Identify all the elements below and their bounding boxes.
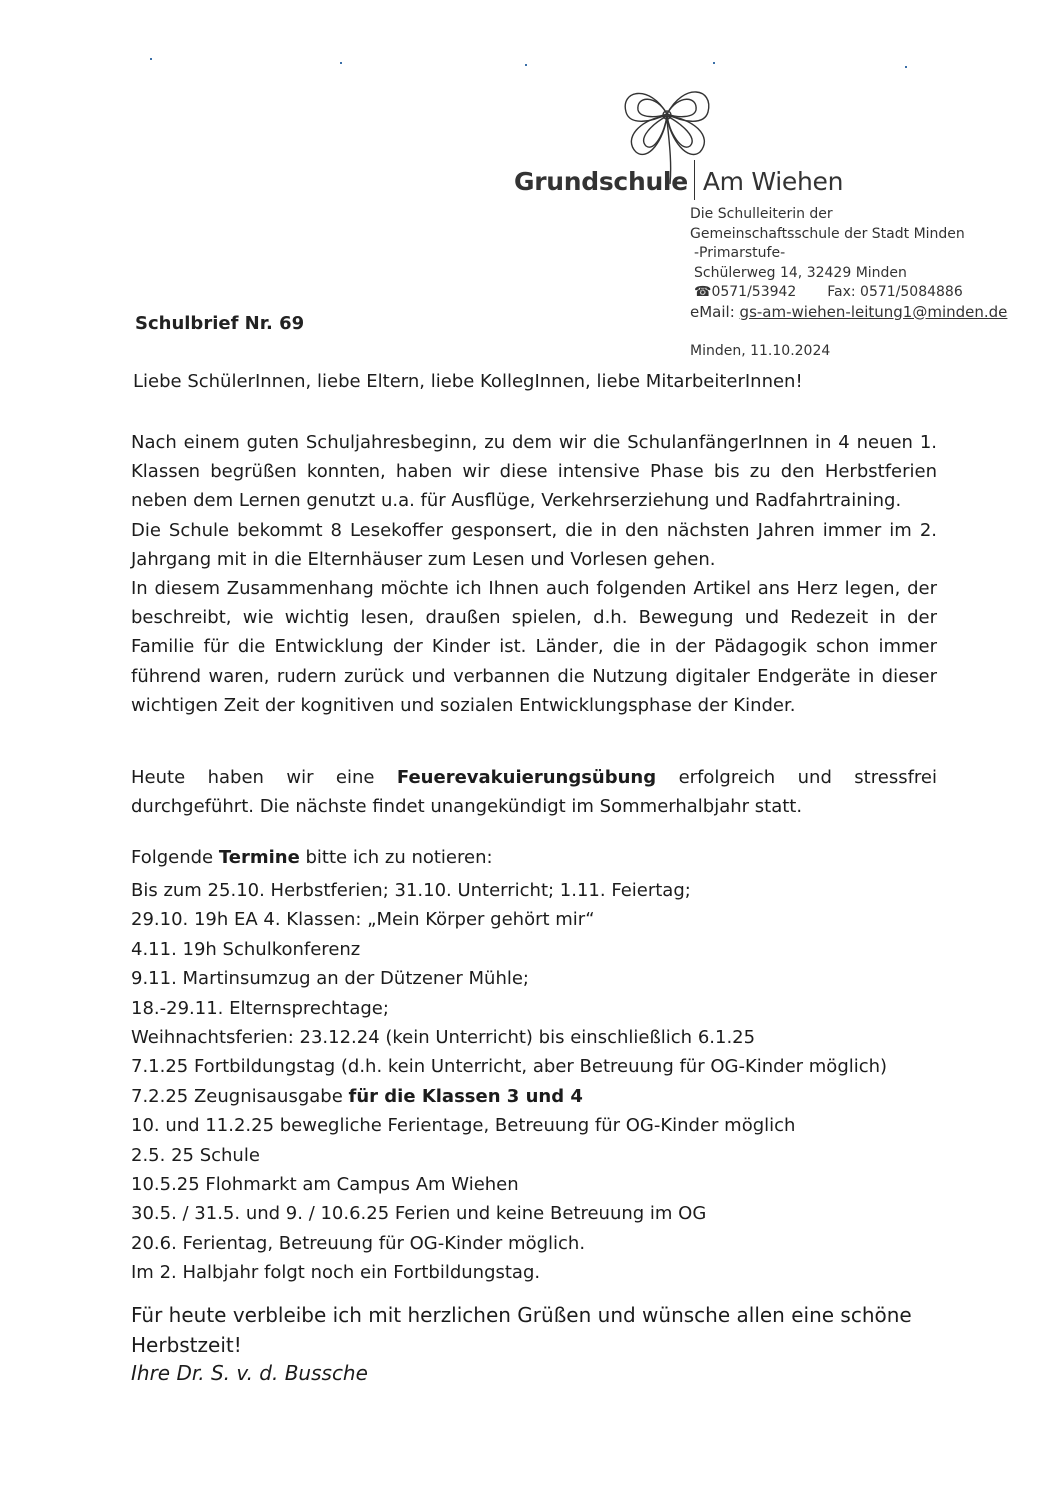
school-name-divider — [694, 160, 695, 200]
date-item: 18.-29.11. Elternsprechtage; — [131, 997, 389, 1019]
sender-email-row — [690, 303, 1007, 323]
date-item: 20.6. Ferientag, Betreuung für OG-Kinder möglich. — [131, 1232, 586, 1254]
sender-line: Die Schulleiterin der — [690, 206, 833, 222]
letter-signature: Ihre Dr. S. v. d. Bussche — [131, 1361, 368, 1385]
paragraph-article: In diesem Zusammenhang möchte ich Ihnen auch folgenden Artikel ans Herz legen, der beschreibt, wie wichtig lesen, draußen spielen, d.h. Bewegung und Redezeit in der Familie für die Entwicklung der Kinder ist. Länder, die in der Pädagogik schon immer führend waren, rudern zurück und verbannen die Nutzung digitaler Endgeräte in dieser wichtigen Zeit der kognitiven und sozialen Entwicklungsphase der Kinder. — [131, 578, 937, 716]
date-item-report-cards-bold: für die Klassen 3 und 4 — [348, 1085, 583, 1107]
sender-email-label: eMail: — [690, 302, 735, 321]
scan-speck — [713, 62, 715, 64]
telephone-icon: ☎ — [694, 284, 712, 300]
date-item: 10.5.25 Flohmarkt am Campus Am Wiehen — [131, 1174, 519, 1196]
sender-email-link[interactable]: gs-am-wiehen-leitung1@minden.de — [739, 302, 1008, 321]
date-item: Weihnachtsferien: 23.12.24 (kein Unterricht) bis einschließlich 6.1.25 — [131, 1027, 756, 1049]
sender-phone: 0571/53942 — [711, 284, 797, 300]
sender-address — [690, 205, 1007, 322]
date-item: 7.1.25 Fortbildungstag (d.h. kein Unterricht, aber Betreuung für OG-Kinder möglich) — [131, 1056, 888, 1078]
date-item: 29.10. 19h EA 4. Klassen: „Mein Körper gehört mir“ — [131, 909, 595, 931]
sender-fax: Fax: 0571/5084886 — [827, 284, 963, 300]
date-item: 4.11. 19h Schulkonferenz — [131, 938, 361, 960]
dates-heading-bold: Termine — [218, 847, 300, 868]
date-item: 9.11. Martinsumzug an der Dützener Mühle; — [131, 968, 529, 990]
sender-line: -Primarstufe- — [694, 245, 786, 261]
fire-drill-highlight: Feuerevakuierungsübung — [396, 767, 657, 788]
fire-drill-text-pre: Heute haben wir eine — [131, 767, 397, 788]
date-item: Im 2. Halbjahr folgt noch ein Fortbildungstag. — [131, 1262, 541, 1284]
school-name-light: Am Wiehen — [702, 167, 844, 196]
school-name — [514, 160, 843, 200]
paragraph-school-start: Nach einem guten Schuljahresbeginn, zu dem wir die SchulanfängerInnen in 4 neuen 1. Klassen begrüßen konnten, haben wir diese intensive Phase bis zu den Herbstferien neben dem Lernen genutzt u.a. für Ausflüge, Verkehrserziehung und Radfahrtraining. — [131, 432, 937, 512]
letter-title: Schulbrief Nr. 69 — [135, 313, 305, 334]
dates-heading-post: bitte ich zu notieren: — [299, 847, 493, 868]
sender-line: Schülerweg 14, 32429 Minden — [694, 264, 907, 281]
sender-phone-row — [690, 283, 1007, 303]
dates-heading — [131, 847, 493, 868]
sender-line: Gemeinschaftsschule der Stadt Minden — [690, 225, 965, 242]
date-item-report-cards — [131, 1082, 887, 1111]
letter-body — [131, 428, 937, 720]
date-item: 2.5. 25 Schule — [131, 1144, 260, 1166]
fire-drill-text-post: erfolgreich und stressfrei durchgeführt. Die nächste findet unangekündigt im Sommerhalbjahr statt. — [131, 767, 937, 818]
date-item: Bis zum 25.10. Herbstferien; 31.10. Unterricht; 1.11. Feiertag; — [131, 880, 691, 901]
dates-list — [131, 876, 887, 1288]
date-item-report-cards-pre: 7.2.25 Zeugnisausgabe — [131, 1085, 349, 1107]
letter-closing: Für heute verbleibe ich mit herzlichen Grüßen und wünsche allen eine schöne Herbstzeit! — [131, 1303, 912, 1357]
paragraph-fire-drill — [131, 763, 937, 821]
scan-speck — [525, 64, 527, 66]
date-item: 30.5. / 31.5. und 9. / 10.6.25 Ferien und keine Betreuung im OG — [131, 1203, 707, 1225]
scan-speck — [150, 58, 152, 60]
scan-speck — [905, 66, 907, 68]
paragraph-reading-cases: Die Schule bekommt 8 Lesekoffer gesponsert, die in den nächsten Jahren immer im 2. Jahrgang mit in die Elternhäuser zum Lesen und Vorlesen gehen. — [131, 519, 937, 570]
letter-greeting: Liebe SchülerInnen, liebe Eltern, liebe KollegInnen, liebe MitarbeiterInnen! — [133, 371, 803, 392]
letter-date: Minden, 11.10.2024 — [690, 343, 831, 359]
school-name-bold: Grundschule — [514, 167, 688, 196]
dates-heading-pre: Folgende — [131, 847, 219, 868]
scan-speck — [340, 62, 342, 64]
date-item: 10. und 11.2.25 bewegliche Ferientage, Betreuung für OG-Kinder möglich — [131, 1115, 796, 1137]
